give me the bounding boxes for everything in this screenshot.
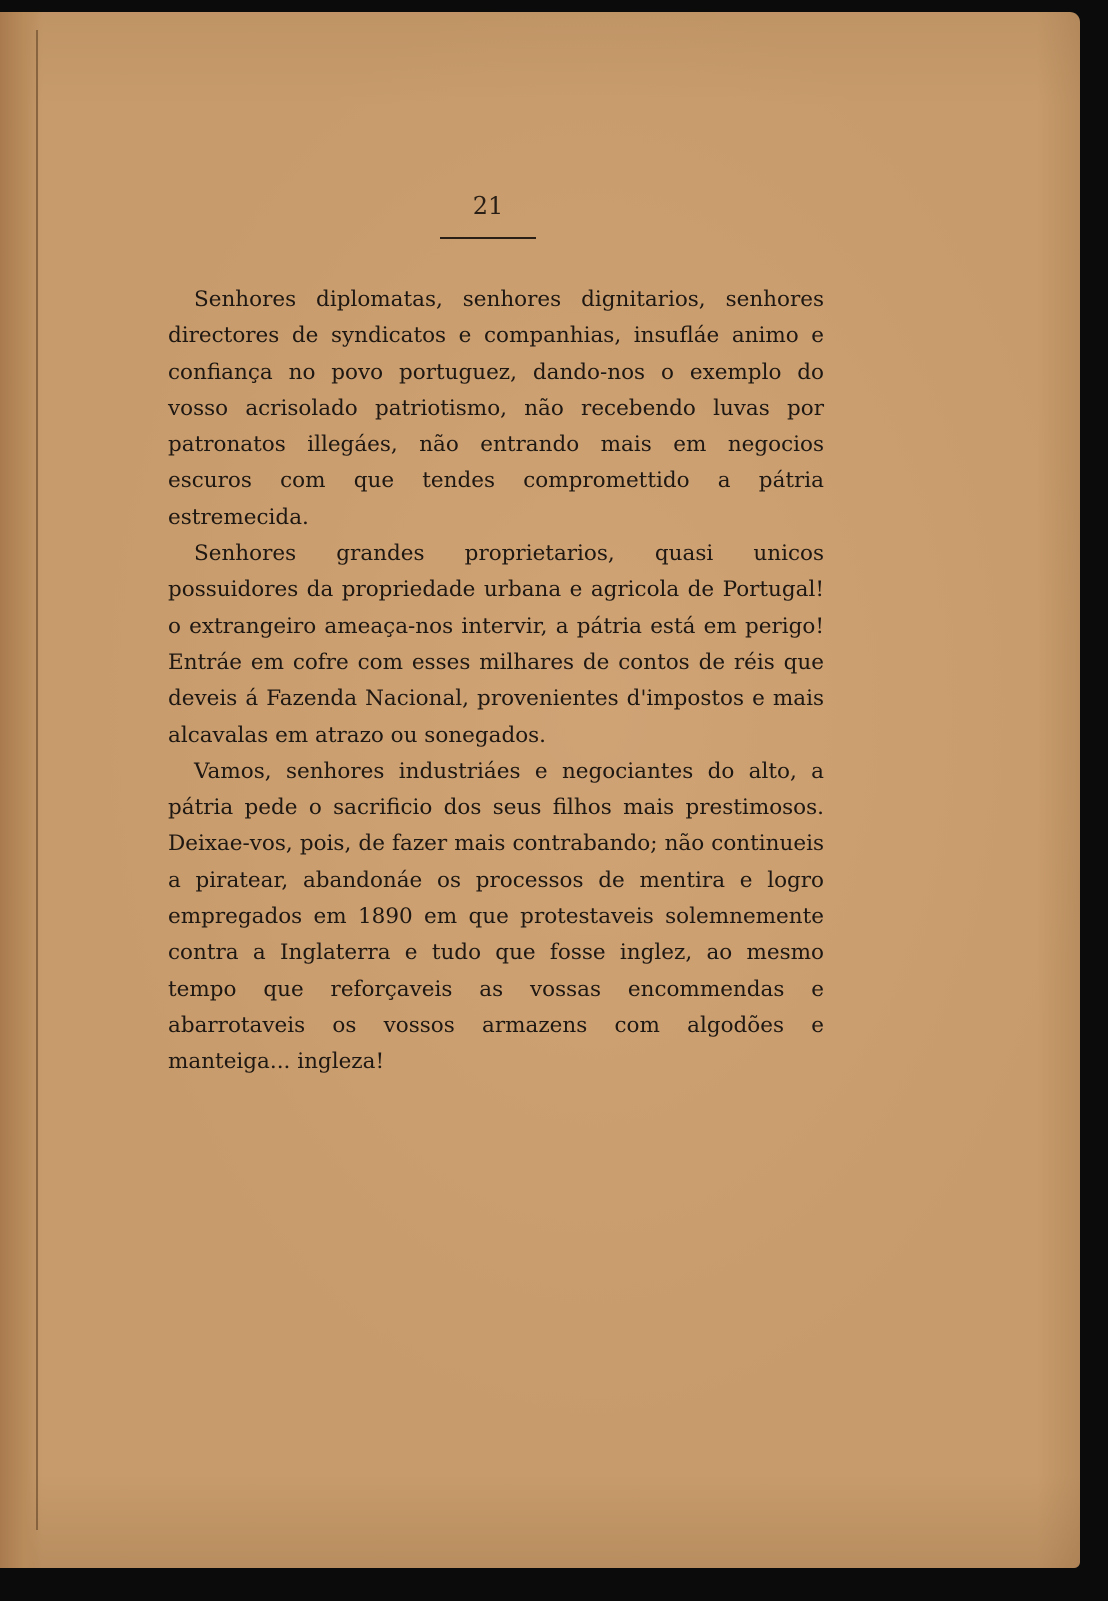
gutter-line bbox=[36, 30, 38, 1530]
body-text bbox=[168, 282, 824, 1081]
paragraph: Vamos, senhores industriáes e negociantes do alto, a pátria pede o sacrificio dos seus filhos mais prestimosos. Deixae-vos, pois, de fazer mais contrabando; não continueis a piratear, abandonáe os processos de mentira e logro empregados em 1890 em que protestaveis solemnemente contra a Inglaterra e tudo que fosse inglez, ao mesmo tempo que reforçaveis as vossas encommendas e abarrotaveis os vossos armazens com algodões e manteiga... ingleza! bbox=[168, 758, 824, 1075]
page-number-rule bbox=[440, 237, 536, 239]
page-gutter bbox=[0, 12, 40, 1568]
paragraph: Senhores diplomatas, senhores dignitarios, senhores directores de syndicatos e companhias, insufláe animo e confiança no povo portuguez, dando-nos o exemplo do vosso acrisolado patriotismo, não recebendo luvas por patronatos illegáes, não entrando mais em negocios escuros com que tendes compromettido a pátria estremecida. bbox=[168, 287, 824, 530]
page-number: 21 bbox=[472, 192, 504, 220]
paragraph: Senhores grandes proprietarios, quasi unicos possuidores da propriedade urbana e agricola de Portugal! o extrangeiro ameaça-nos intervir, a pátria está em perigo! Entráe em cofre com esses milhares de contos de réis que deveis á Fazenda Nacional, provenientes d'impostos e mais alcavalas em atrazo ou sonegados. bbox=[168, 541, 824, 748]
